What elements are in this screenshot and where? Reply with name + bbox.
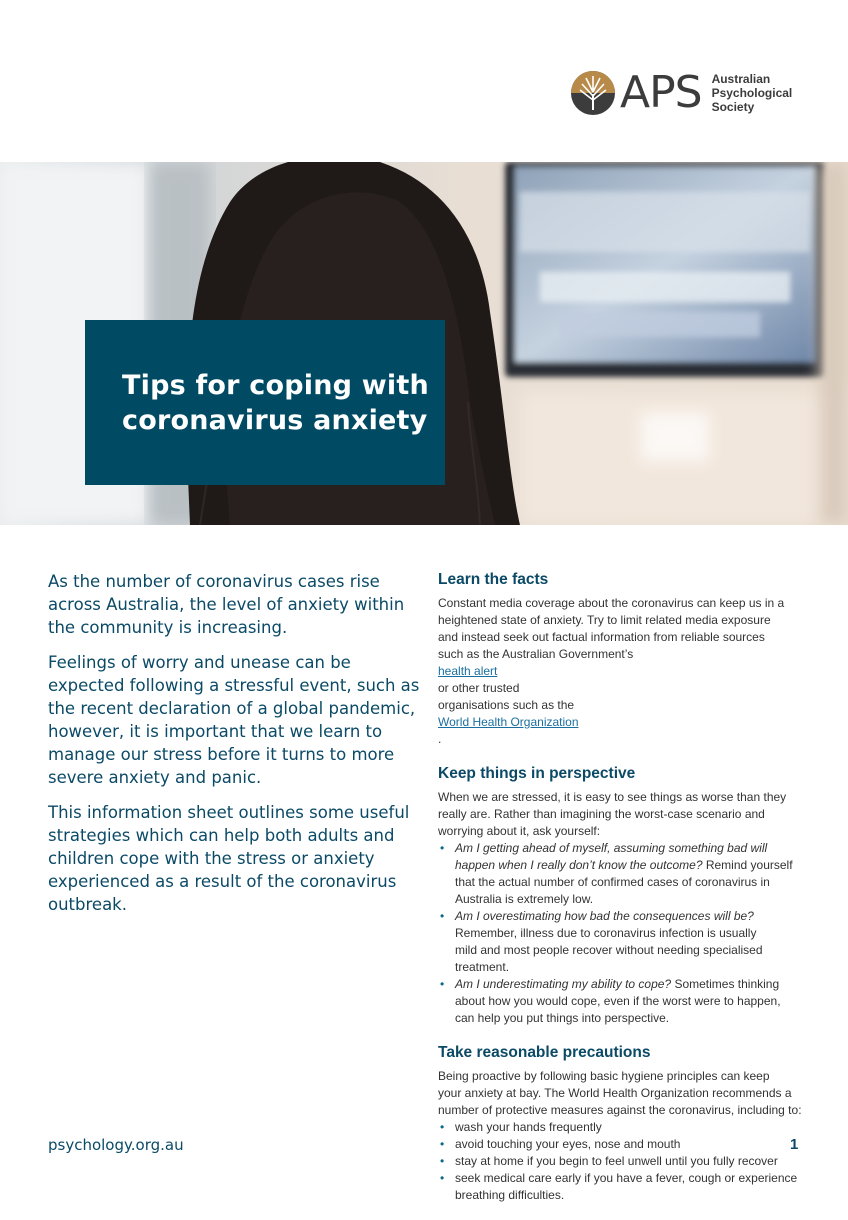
aps-org-name: Australian Psychological Society [711,72,793,114]
intro-column [48,570,420,928]
tips-column [438,570,808,1220]
section-body: Being proactive by following basic hygiene principles can keep your anxiety at bay. The World Health Organization recommends a number of protective measures against the coronavirus, including to: [438,1069,802,1117]
health-alert-link[interactable]: health alert [438,664,498,678]
section-precautions [438,1043,808,1204]
section-learn-facts [438,570,808,748]
list-item: • seek medical care early if you have a fever, cough or experience breathing difficulties. [438,1170,808,1204]
intro-paragraph: Feelings of worry and unease can be expected following a stressful event, such as the recent declaration of a global pandemic, however, it is important that we learn to manage our stress before it turns to more severe anxiety and panic. [48,653,420,787]
list-item: • Am I overestimating how bad the consequences will be? Remember, illness due to coronavirus infection is usually mild and most people recover without needing specialised treatment. [438,908,808,976]
page-title: Tips for coping with coronavirus anxiety [122,370,429,436]
precautions-list [438,1119,808,1204]
list-item: • Am I underestimating my ability to cope? Sometimes thinking about how you would cope, even if the worst were to happen, can help you put things into perspective. [438,976,808,1027]
list-item: • Am I getting ahead of myself, assuming something bad will happen when I really don’t know the outcome? Remind yourself that the actual number of confirmed cases of coronavirus in Australia is extremely low. [438,840,808,908]
question-list [438,840,808,1027]
aps-tree-icon [570,70,616,116]
list-item: • stay at home if you begin to feel unwell until you fully recover [438,1153,808,1170]
footer-website: psychology.org.au [48,1136,184,1154]
page-number: 1 [790,1136,799,1153]
section-heading: Learn the facts [438,571,549,588]
section-body: When we are stressed, it is easy to see things as worse than they really are. Rather than imagining the worst-case scenario and worrying about it, ask yourself: [438,790,787,838]
section-perspective [438,764,808,1027]
section-heading: Keep things in perspective [438,765,636,782]
intro-paragraph: As the number of coronavirus cases rise across Australia, the level of anxiety within the community is increasing. [48,572,405,637]
hero-title-box [85,320,445,485]
section-heading: Take reasonable precautions [438,1044,651,1061]
aps-logo [570,68,792,118]
aps-wordmark: APS [620,67,702,118]
intro-paragraph: This information sheet outlines some useful strategies which can help both adults and children cope with the stress or anxiety experienced as a result of the coronavirus outbreak. [48,803,410,914]
section-body: Constant media coverage about the coronavirus can keep us in a heightened state of anxiety. Try to limit related media exposure and instead seek out factual information from reliable sources such as the Australian Government’s health alert or other trusted organisations such as the World Health Organization . [438,596,785,746]
who-link[interactable]: World Health Organization [438,715,579,729]
list-item: • wash your hands frequently [438,1119,808,1136]
list-item: • avoid touching your eyes, nose and mouth [438,1136,808,1153]
